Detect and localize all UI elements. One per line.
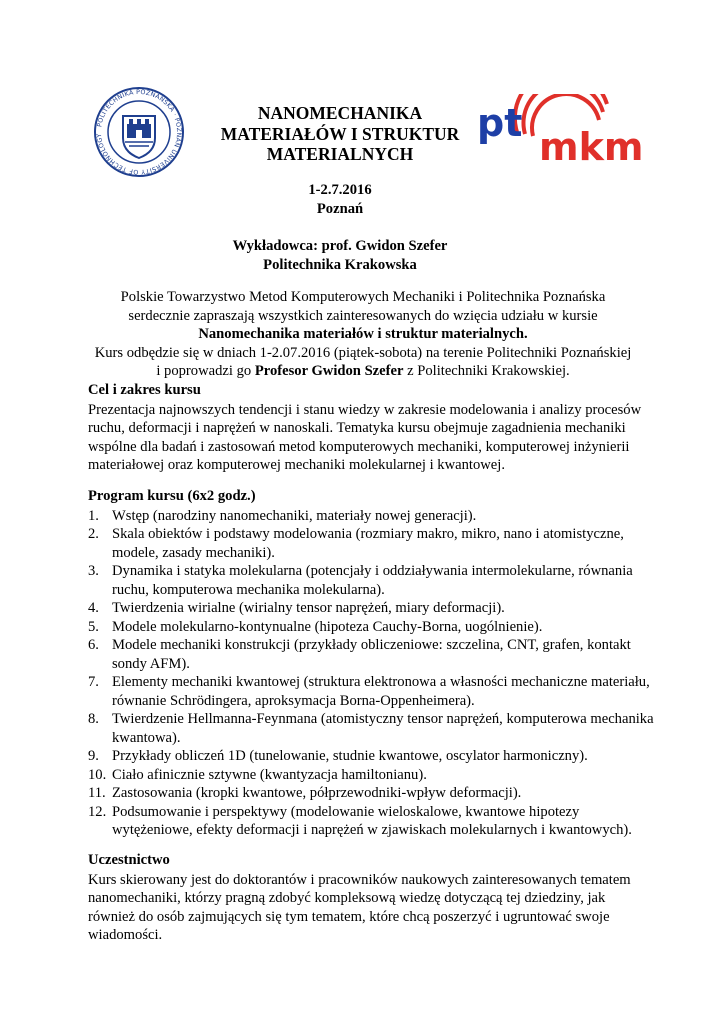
invitation-line	[70, 362, 656, 381]
list-item-text: Skala obiektów i podstawy modelowania (rozmiary makro, mikro, nano i atomistyczne, modele, zasady mechaniki).	[112, 526, 624, 561]
list-item-number: 3.	[88, 563, 99, 579]
list-item-text: Przykłady obliczeń 1D (tunelowanie, studnie kwantowe, oscylator harmoniczny).	[112, 748, 588, 764]
list-item-text: Elementy mechaniki kwantowej (struktura elektronowa a własności mechaniczne materiału, równanie Schrödingera, aproksymacja Borna-Oppenheimera).	[112, 674, 650, 709]
program-list	[88, 507, 654, 840]
politechnika-poznanska-logo	[93, 86, 185, 178]
list-item-text: Twierdzenia wirialne (wirialny tensor naprężeń, miary deformacji).	[112, 600, 505, 616]
list-item-text: Twierdzenie Hellmanna-Feynmana (atomistyczny tensor naprężeń, komputerowa mechanika kwantowa).	[112, 711, 654, 746]
title-line-3: MATERIALNYCH	[266, 144, 414, 164]
list-item	[88, 766, 654, 785]
list-item-text: Zastosowania (kropki kwantowe, półprzewodniki-wpływ deformacji).	[112, 785, 522, 801]
list-item-number: 1.	[88, 507, 99, 524]
list-item-number: 2.	[88, 526, 99, 542]
list-item	[88, 562, 654, 599]
event-city: Poznań	[316, 200, 364, 217]
ptmkm-logo-pt: pt	[477, 101, 523, 145]
professor-name: Profesor Gwidon Szefer	[254, 363, 404, 379]
list-item	[88, 599, 654, 618]
list-item-text: Ciało afinicznie sztywne (kwantyzacja hamiltonianu).	[112, 766, 427, 783]
event-date-block	[280, 181, 400, 218]
list-item-number: 4.	[88, 600, 99, 616]
list-item	[88, 525, 654, 562]
list-item-text: Dynamika i statyka molekularna (potencjały i oddziaływania intermolekularne, równania ruchu, komputerowa mechanika molekularna).	[112, 563, 633, 598]
svg-text:POLITECHNIKA POZNAŃSKA · POZNA: POLITECHNIKA POZNAŃSKA · POZNAN UNIVERSITY OF TECHNOLOGY	[95, 88, 183, 176]
invitation-text: i poprowadzi go	[156, 363, 255, 379]
list-item-number: 11.	[88, 785, 106, 801]
invitation-line: serdecznie zapraszają wszystkich zainteresowanych do wzięcia udziału w kursie	[128, 307, 598, 324]
list-item-number: 6.	[88, 637, 99, 653]
lecturer-affiliation: Politechnika Krakowska	[263, 256, 417, 273]
invitation-line: Polskie Towarzystwo Metod Komputerowych Mechaniki i Politechnika Poznańska	[120, 289, 606, 305]
event-date: 1-2.7.2016	[308, 182, 372, 198]
list-item-text: Modele molekularno-kontynualne (hipoteza Cauchy-Borna, uogólnienie).	[112, 618, 543, 635]
list-item	[88, 710, 654, 747]
invitation-text: z Politechniki Krakowskiej.	[403, 363, 570, 379]
document-title	[195, 103, 485, 165]
ptmkm-logo	[475, 94, 641, 164]
goal-heading: Cel i zakres kursu	[88, 382, 201, 398]
list-item	[88, 507, 654, 526]
list-item	[88, 784, 654, 803]
list-item-number: 10.	[88, 766, 107, 783]
list-item-number: 8.	[88, 711, 99, 727]
invitation-line: Kurs odbędzie się w dniach 1-2.07.2016 (piątek-sobota) na terenie Politechniki Poznańskiej	[94, 344, 632, 361]
ptmkm-logo-mkm: mkm	[539, 125, 641, 164]
program-heading: Program kursu (6x2 godz.)	[88, 488, 256, 504]
list-item-number: 12.	[88, 803, 107, 820]
list-item	[88, 618, 654, 637]
lecturer-block	[200, 237, 480, 274]
goal-text: Prezentacja najnowszych tendencji i stanu wiedzy w zakresie modelowania i analizy procesów ruchu, deformacji i naprężeń w nanoskali. Tematyka kursu obejmuje zagadnienia mechaniki wspólne dla badań i zastosowań metod komputerowych mechaniki, komputerowej inżynierii materiałowej oraz komputerowej mechaniki molekularnej i kwantowej.	[88, 401, 642, 473]
participation-text: Kurs skierowany jest do doktorantów i pracowników naukowych zainteresowanych tematem nanomechaniki, którzy pragną zdobyć kompleksową wiedzę dotyczącą tej dziedziny, jak również do osób zajmujących się tym tematem, które chcą poszerzyć i ugruntować swoje wiadomości.	[88, 871, 631, 943]
list-item-number: 5.	[88, 618, 99, 635]
program-section	[88, 487, 654, 840]
list-item	[88, 747, 654, 766]
list-item-number: 7.	[88, 674, 99, 690]
participation-heading: Uczestnictwo	[88, 852, 170, 868]
participation-section	[88, 851, 654, 945]
course-name: Nanomechanika materiałów i struktur materialnych.	[198, 326, 528, 342]
invitation-paragraph	[70, 288, 656, 381]
list-item-text: Wstęp (narodziny nanomechaniki, materiały nowej generacji).	[112, 507, 477, 524]
title-line-2: MATERIAŁÓW I STRUKTUR	[220, 123, 460, 144]
title-line-1: NANOMECHANIKA	[257, 103, 423, 123]
list-item-number: 9.	[88, 748, 99, 764]
list-item	[88, 803, 654, 840]
list-item	[88, 673, 654, 710]
list-item	[88, 636, 654, 673]
list-item-text: Modele mechaniki konstrukcji (przykłady obliczeniowe: szczelina, CNT, grafen, kontakt sondy AFM).	[112, 637, 631, 672]
list-item-text: Podsumowanie i perspektywy (modelowanie wieloskalowe, kwantowe hipotezy wytężeniowe, efekty deformacji i naprężeń w zjawiskach molekularnych i kwantowych).	[112, 803, 632, 838]
goal-section	[88, 381, 654, 475]
lecturer-name: Wykładowca: prof. Gwidon Szefer	[232, 238, 448, 254]
